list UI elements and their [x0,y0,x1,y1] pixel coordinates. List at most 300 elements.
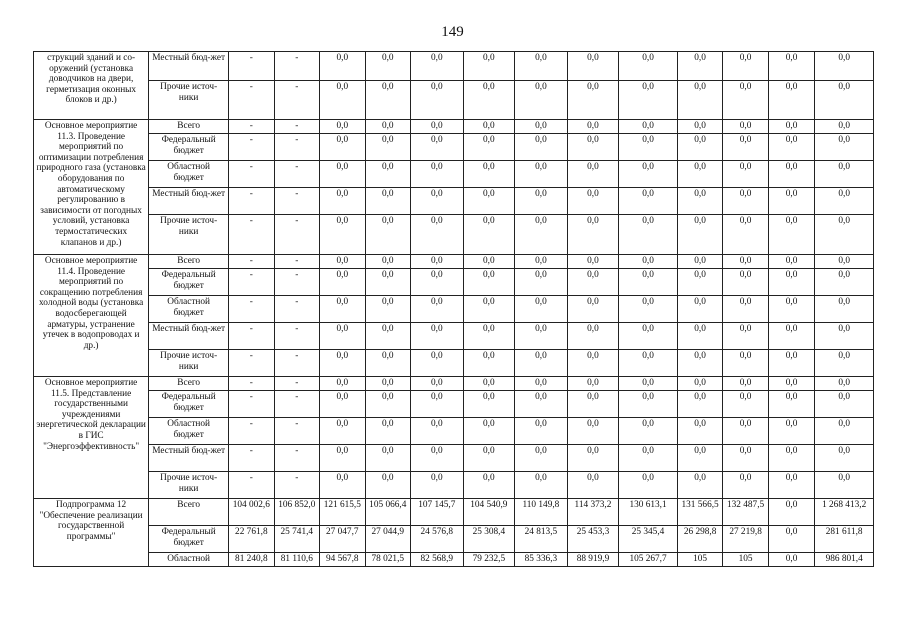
value-cell: - [274,445,319,472]
value-cell: 94 567,8 [320,553,365,567]
value-cell: - [229,350,274,377]
table-row [34,188,874,215]
value-cell: 0,0 [411,215,464,255]
table-row [34,499,874,526]
table-row [34,134,874,161]
value-cell: 114 373,2 [567,499,619,526]
source-cell: Всего [149,120,229,134]
value-cell: 0,0 [567,188,619,215]
value-cell: 0,0 [567,81,619,120]
value-cell: 0,0 [619,81,678,120]
activity-cell: Основное мероприятие 11.3. Проведение мероприятий по оптимизации потребления природного газа (установка оборудования по автоматическому регулированию в зависимости от погодных условий, установка термостатических клапанов и др.) [34,120,149,255]
value-cell: 0,0 [723,161,768,188]
table-row [34,445,874,472]
value-cell: 25 345,4 [619,526,678,553]
value-cell: 0,0 [515,296,568,323]
page-number: 149 [441,24,464,40]
value-cell: 0,0 [815,323,874,350]
value-cell: 0,0 [723,134,768,161]
value-cell: 0,0 [463,391,515,418]
value-cell: 0,0 [515,255,568,269]
table-row [34,215,874,255]
table-row [34,472,874,499]
value-cell: 0,0 [515,52,568,81]
value-cell: 79 232,5 [463,553,515,567]
value-cell: 0,0 [768,269,814,296]
value-cell: 0,0 [515,215,568,255]
value-cell: 0,0 [619,350,678,377]
value-cell: 0,0 [815,255,874,269]
value-cell: 0,0 [677,377,722,391]
value-cell: - [229,377,274,391]
value-cell: 0,0 [768,323,814,350]
value-cell: 0,0 [619,134,678,161]
activity-cell: Основное мероприятие 11.4. Проведение мероприятий по сокращению потребления холодной воды (установка водосберегающей арматуры, устранение утечек в водопроводах и др.) [34,255,149,377]
value-cell: 0,0 [320,161,365,188]
value-cell: 0,0 [411,161,464,188]
value-cell: 0,0 [365,134,410,161]
value-cell: 0,0 [768,418,814,445]
value-cell: 0,0 [365,296,410,323]
table-row [34,553,874,567]
value-cell: 0,0 [619,391,678,418]
value-cell: 0,0 [365,269,410,296]
value-cell: 0,0 [768,81,814,120]
value-cell: - [274,120,319,134]
value-cell: 0,0 [815,161,874,188]
value-cell: 22 761,8 [229,526,274,553]
value-cell: 0,0 [815,445,874,472]
value-cell: - [229,445,274,472]
value-cell: 0,0 [677,269,722,296]
value-cell: 0,0 [463,81,515,120]
value-cell: 0,0 [365,377,410,391]
value-cell: 0,0 [815,188,874,215]
value-cell: 88 919,9 [567,553,619,567]
value-cell: 0,0 [768,255,814,269]
value-cell: 0,0 [723,323,768,350]
value-cell: 0,0 [677,161,722,188]
value-cell: 0,0 [365,120,410,134]
value-cell: 0,0 [768,188,814,215]
value-cell: 0,0 [619,215,678,255]
value-cell: 85 336,3 [515,553,568,567]
value-cell: - [229,161,274,188]
value-cell: - [274,255,319,269]
value-cell: 0,0 [515,120,568,134]
value-cell: - [229,215,274,255]
value-cell: 82 568,9 [411,553,464,567]
value-cell: 0,0 [567,52,619,81]
value-cell: 78 021,5 [365,553,410,567]
value-cell: 0,0 [815,350,874,377]
source-cell: Местный бюд-жет [149,52,229,81]
value-cell: 106 852,0 [274,499,319,526]
value-cell: 0,0 [677,255,722,269]
value-cell: 0,0 [677,391,722,418]
value-cell: 0,0 [815,296,874,323]
source-cell: Областной [149,553,229,567]
value-cell: 0,0 [723,296,768,323]
value-cell: - [274,377,319,391]
value-cell: 0,0 [768,161,814,188]
value-cell: 105 066,4 [365,499,410,526]
value-cell: - [274,296,319,323]
value-cell: 0,0 [768,553,814,567]
value-cell: 0,0 [768,445,814,472]
value-cell: 0,0 [515,134,568,161]
value-cell: - [274,81,319,120]
value-cell: 0,0 [411,120,464,134]
activity-cell: Подпрограмма 12 "Обеспечение реализации государственной программы" [34,499,149,567]
value-cell: 131 566,5 [677,499,722,526]
value-cell: - [274,188,319,215]
value-cell: - [274,350,319,377]
source-cell: Местный бюд-жет [149,188,229,215]
value-cell: 0,0 [723,269,768,296]
value-cell: 0,0 [463,472,515,499]
table-row [34,377,874,391]
value-cell: - [274,269,319,296]
value-cell: 0,0 [677,296,722,323]
value-cell: 0,0 [515,418,568,445]
value-cell: 25 453,3 [567,526,619,553]
value-cell: 0,0 [463,134,515,161]
value-cell: 0,0 [411,52,464,81]
value-cell: 0,0 [768,526,814,553]
value-cell: 0,0 [411,296,464,323]
value-cell: 0,0 [411,472,464,499]
table-row [34,120,874,134]
table-row [34,161,874,188]
value-cell: 0,0 [619,269,678,296]
value-cell: 27 047,7 [320,526,365,553]
value-cell: 26 298,8 [677,526,722,553]
value-cell: 0,0 [365,215,410,255]
value-cell: 0,0 [723,418,768,445]
value-cell: 105 267,7 [619,553,678,567]
value-cell: 81 110,6 [274,553,319,567]
value-cell: 0,0 [677,134,722,161]
value-cell: 0,0 [768,215,814,255]
value-cell: 0,0 [463,445,515,472]
value-cell: 132 487,5 [723,499,768,526]
value-cell: 0,0 [815,81,874,120]
value-cell: 0,0 [463,188,515,215]
value-cell: - [229,52,274,81]
value-cell: 27 044,9 [365,526,410,553]
value-cell: 0,0 [320,296,365,323]
value-cell: - [274,391,319,418]
value-cell: 0,0 [463,120,515,134]
value-cell: 0,0 [320,120,365,134]
value-cell: 0,0 [320,134,365,161]
value-cell: 0,0 [815,472,874,499]
value-cell: 0,0 [815,215,874,255]
value-cell: 0,0 [723,391,768,418]
value-cell: 0,0 [815,120,874,134]
source-cell: Прочие источ-ники [149,81,229,120]
value-cell: 0,0 [768,391,814,418]
value-cell: 0,0 [567,445,619,472]
value-cell: 0,0 [768,134,814,161]
value-cell: 986 801,4 [815,553,874,567]
value-cell: - [229,81,274,120]
value-cell: 0,0 [619,161,678,188]
value-cell: 0,0 [723,472,768,499]
table-row [34,269,874,296]
value-cell: 0,0 [463,377,515,391]
value-cell: 0,0 [619,52,678,81]
value-cell: 0,0 [463,52,515,81]
value-cell: 0,0 [515,188,568,215]
value-cell: 0,0 [723,215,768,255]
source-cell: Местный бюд-жет [149,445,229,472]
value-cell: 0,0 [723,255,768,269]
value-cell: 0,0 [515,445,568,472]
value-cell: 0,0 [411,323,464,350]
value-cell: 0,0 [723,188,768,215]
value-cell: 0,0 [815,52,874,81]
value-cell: 0,0 [619,472,678,499]
value-cell: 0,0 [677,323,722,350]
value-cell: 0,0 [768,296,814,323]
value-cell: - [274,323,319,350]
value-cell: 0,0 [677,445,722,472]
value-cell: - [229,269,274,296]
value-cell: 0,0 [320,323,365,350]
value-cell: 0,0 [677,52,722,81]
value-cell: 0,0 [768,350,814,377]
value-cell: 121 615,5 [320,499,365,526]
value-cell: 0,0 [365,418,410,445]
value-cell: 0,0 [365,323,410,350]
value-cell: 0,0 [567,161,619,188]
value-cell: 0,0 [619,418,678,445]
table-row [34,526,874,553]
value-cell: 0,0 [815,377,874,391]
value-cell: 0,0 [320,215,365,255]
value-cell: 0,0 [365,350,410,377]
value-cell: 0,0 [677,120,722,134]
value-cell: 104 002,6 [229,499,274,526]
value-cell: - [274,418,319,445]
value-cell: 0,0 [723,445,768,472]
budget-table [33,51,874,567]
value-cell: 107 145,7 [411,499,464,526]
value-cell: 0,0 [411,188,464,215]
value-cell: 25 308,4 [463,526,515,553]
value-cell: 0,0 [411,134,464,161]
source-cell: Федеральный бюджет [149,134,229,161]
source-cell: Прочие источ-ники [149,350,229,377]
activity-cell: струкций зданий и со-оружений (установка доводчиков на двери, герметизация оконных блоков и др.) [34,52,149,120]
value-cell: 0,0 [619,323,678,350]
value-cell: 0,0 [677,188,722,215]
value-cell: 0,0 [768,472,814,499]
value-cell: 0,0 [463,269,515,296]
value-cell: 0,0 [619,445,678,472]
value-cell: 0,0 [411,445,464,472]
value-cell: 0,0 [723,350,768,377]
value-cell: 0,0 [411,391,464,418]
value-cell: 0,0 [365,445,410,472]
source-cell: Местный бюд-жет [149,323,229,350]
value-cell: 0,0 [411,255,464,269]
value-cell: 0,0 [815,269,874,296]
value-cell: 0,0 [320,472,365,499]
value-cell: 0,0 [463,323,515,350]
value-cell: 0,0 [515,377,568,391]
value-cell: 0,0 [515,269,568,296]
value-cell: 25 741,4 [274,526,319,553]
value-cell: 0,0 [677,418,722,445]
value-cell: 0,0 [365,255,410,269]
activity-cell: Основное мероприятие 11.5. Представление государственными учреждениями энергетической декларации в ГИС "Энергоэффективность" [34,377,149,499]
value-cell: - [229,120,274,134]
source-cell: Областной бюджет [149,161,229,188]
value-cell: 0,0 [320,255,365,269]
value-cell: 0,0 [320,445,365,472]
value-cell: 0,0 [515,472,568,499]
value-cell: 0,0 [723,52,768,81]
value-cell: - [274,215,319,255]
value-cell: 0,0 [567,120,619,134]
table-row [34,52,874,81]
value-cell: 0,0 [567,418,619,445]
source-cell: Федеральный бюджет [149,391,229,418]
value-cell: 0,0 [411,377,464,391]
value-cell: 0,0 [768,120,814,134]
value-cell: 0,0 [411,81,464,120]
value-cell: - [229,391,274,418]
source-cell: Областной бюджет [149,296,229,323]
value-cell: 0,0 [677,81,722,120]
value-cell: - [229,188,274,215]
value-cell: - [274,472,319,499]
value-cell: 0,0 [411,418,464,445]
value-cell: - [229,134,274,161]
source-cell: Прочие источ-ники [149,215,229,255]
value-cell: 0,0 [515,323,568,350]
value-cell: 0,0 [320,81,365,120]
value-cell: 0,0 [567,323,619,350]
value-cell: 105 [723,553,768,567]
value-cell: 0,0 [768,52,814,81]
value-cell: - [274,52,319,81]
value-cell: 0,0 [677,215,722,255]
value-cell: 0,0 [567,391,619,418]
value-cell: 0,0 [463,161,515,188]
value-cell: 0,0 [365,188,410,215]
value-cell: 0,0 [567,296,619,323]
value-cell: 0,0 [365,81,410,120]
value-cell: 0,0 [515,81,568,120]
value-cell: 0,0 [768,377,814,391]
value-cell: 0,0 [320,52,365,81]
source-cell: Всего [149,255,229,269]
value-cell: 0,0 [411,350,464,377]
value-cell: 0,0 [815,391,874,418]
value-cell: 0,0 [320,188,365,215]
value-cell: 0,0 [567,134,619,161]
value-cell: 0,0 [677,350,722,377]
value-cell: 0,0 [619,377,678,391]
table-row [34,323,874,350]
value-cell: 0,0 [723,81,768,120]
value-cell: 0,0 [320,377,365,391]
value-cell: 24 813,5 [515,526,568,553]
value-cell: - [274,134,319,161]
value-cell: 105 [677,553,722,567]
value-cell: 0,0 [619,120,678,134]
value-cell: 281 611,8 [815,526,874,553]
value-cell: 0,0 [463,418,515,445]
value-cell: 0,0 [768,499,814,526]
value-cell: 1 268 413,2 [815,499,874,526]
value-cell: - [229,418,274,445]
value-cell: 0,0 [365,52,410,81]
table-row [34,296,874,323]
value-cell: - [229,255,274,269]
value-cell: 0,0 [320,350,365,377]
value-cell: - [229,472,274,499]
value-cell: 27 219,8 [723,526,768,553]
source-cell: Областной бюджет [149,418,229,445]
source-cell: Прочие источ-ники [149,472,229,499]
source-cell: Всего [149,377,229,391]
value-cell: 0,0 [320,391,365,418]
value-cell: 0,0 [567,269,619,296]
value-cell: - [274,161,319,188]
source-cell: Всего [149,499,229,526]
value-cell: - [229,323,274,350]
value-cell: 110 149,8 [515,499,568,526]
value-cell: 0,0 [567,215,619,255]
value-cell: 0,0 [365,391,410,418]
value-cell: 0,0 [567,377,619,391]
value-cell: 0,0 [619,296,678,323]
table-row [34,255,874,269]
value-cell: 0,0 [463,296,515,323]
value-cell: 0,0 [723,377,768,391]
value-cell: 0,0 [619,255,678,269]
value-cell: 0,0 [463,350,515,377]
value-cell: 0,0 [320,418,365,445]
source-cell: Федеральный бюджет [149,526,229,553]
value-cell: 0,0 [515,161,568,188]
value-cell: 0,0 [411,269,464,296]
value-cell: 0,0 [723,120,768,134]
value-cell: 0,0 [815,134,874,161]
value-cell: 104 540,9 [463,499,515,526]
value-cell: 0,0 [463,215,515,255]
value-cell: 0,0 [567,255,619,269]
value-cell: 130 613,1 [619,499,678,526]
table-row [34,81,874,120]
table-row [34,418,874,445]
table-row [34,391,874,418]
value-cell: 0,0 [815,418,874,445]
value-cell: 81 240,8 [229,553,274,567]
value-cell: - [229,296,274,323]
value-cell: 0,0 [320,269,365,296]
source-cell: Федеральный бюджет [149,269,229,296]
table-row [34,350,874,377]
value-cell: 0,0 [463,255,515,269]
value-cell: 0,0 [677,472,722,499]
value-cell: 0,0 [515,350,568,377]
